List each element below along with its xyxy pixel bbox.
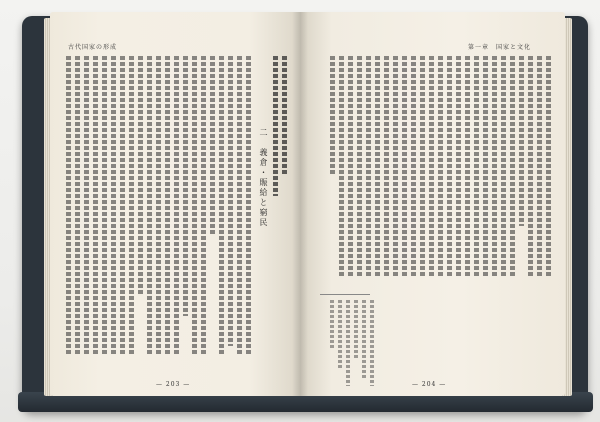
right-page — [300, 12, 565, 396]
text-column — [84, 56, 89, 356]
text-column — [528, 56, 533, 278]
note-line — [370, 300, 374, 386]
text-column — [183, 56, 188, 316]
note-line — [354, 300, 358, 360]
text-column — [438, 56, 443, 278]
note-line — [362, 300, 366, 380]
text-column — [393, 56, 398, 278]
text-column — [102, 56, 107, 356]
text-column — [93, 56, 98, 356]
text-column — [129, 56, 134, 356]
text-column — [501, 56, 506, 278]
note-line — [346, 300, 350, 386]
text-column — [201, 56, 206, 356]
text-column — [519, 56, 524, 226]
left-page-number: — 203 — — [156, 381, 191, 388]
text-column — [474, 56, 479, 278]
text-column — [66, 56, 71, 356]
text-column — [156, 56, 161, 356]
text-column — [384, 56, 389, 278]
text-column — [465, 56, 470, 278]
right-page-number: — 204 — — [412, 381, 447, 388]
text-column — [483, 56, 488, 278]
text-column — [228, 56, 233, 346]
text-column — [447, 56, 452, 278]
text-column — [75, 56, 80, 356]
text-column — [546, 56, 551, 278]
book-gutter — [292, 12, 308, 396]
text-column — [120, 56, 125, 356]
text-column — [273, 56, 278, 196]
text-column — [375, 56, 380, 278]
note-line — [330, 300, 334, 350]
text-column — [138, 56, 143, 296]
note-line — [338, 300, 342, 370]
text-column — [411, 56, 416, 278]
text-column — [492, 56, 497, 278]
text-column — [330, 56, 335, 176]
text-column — [246, 56, 251, 356]
text-column — [237, 56, 242, 356]
text-column — [348, 56, 353, 278]
text-column — [165, 56, 170, 356]
text-column — [282, 56, 287, 176]
text-column — [366, 56, 371, 278]
left-running-head: 古代国家の形成 — [68, 44, 118, 51]
notes-rule — [320, 294, 370, 295]
text-column — [210, 56, 215, 236]
text-column — [174, 56, 179, 356]
text-column — [357, 56, 362, 278]
text-column — [147, 56, 152, 356]
text-column — [420, 56, 425, 278]
text-column — [429, 56, 434, 278]
text-column — [192, 56, 197, 356]
text-column — [537, 56, 542, 278]
text-column — [510, 56, 515, 278]
left-page — [50, 12, 300, 396]
section-heading: 二 義倉・賑給と窮民 — [259, 128, 268, 228]
right-running-head: 第一章 国家と文化 — [468, 44, 532, 51]
text-column — [456, 56, 461, 278]
text-column — [219, 56, 224, 356]
text-column — [111, 56, 116, 356]
text-column — [402, 56, 407, 278]
text-column — [339, 56, 344, 278]
